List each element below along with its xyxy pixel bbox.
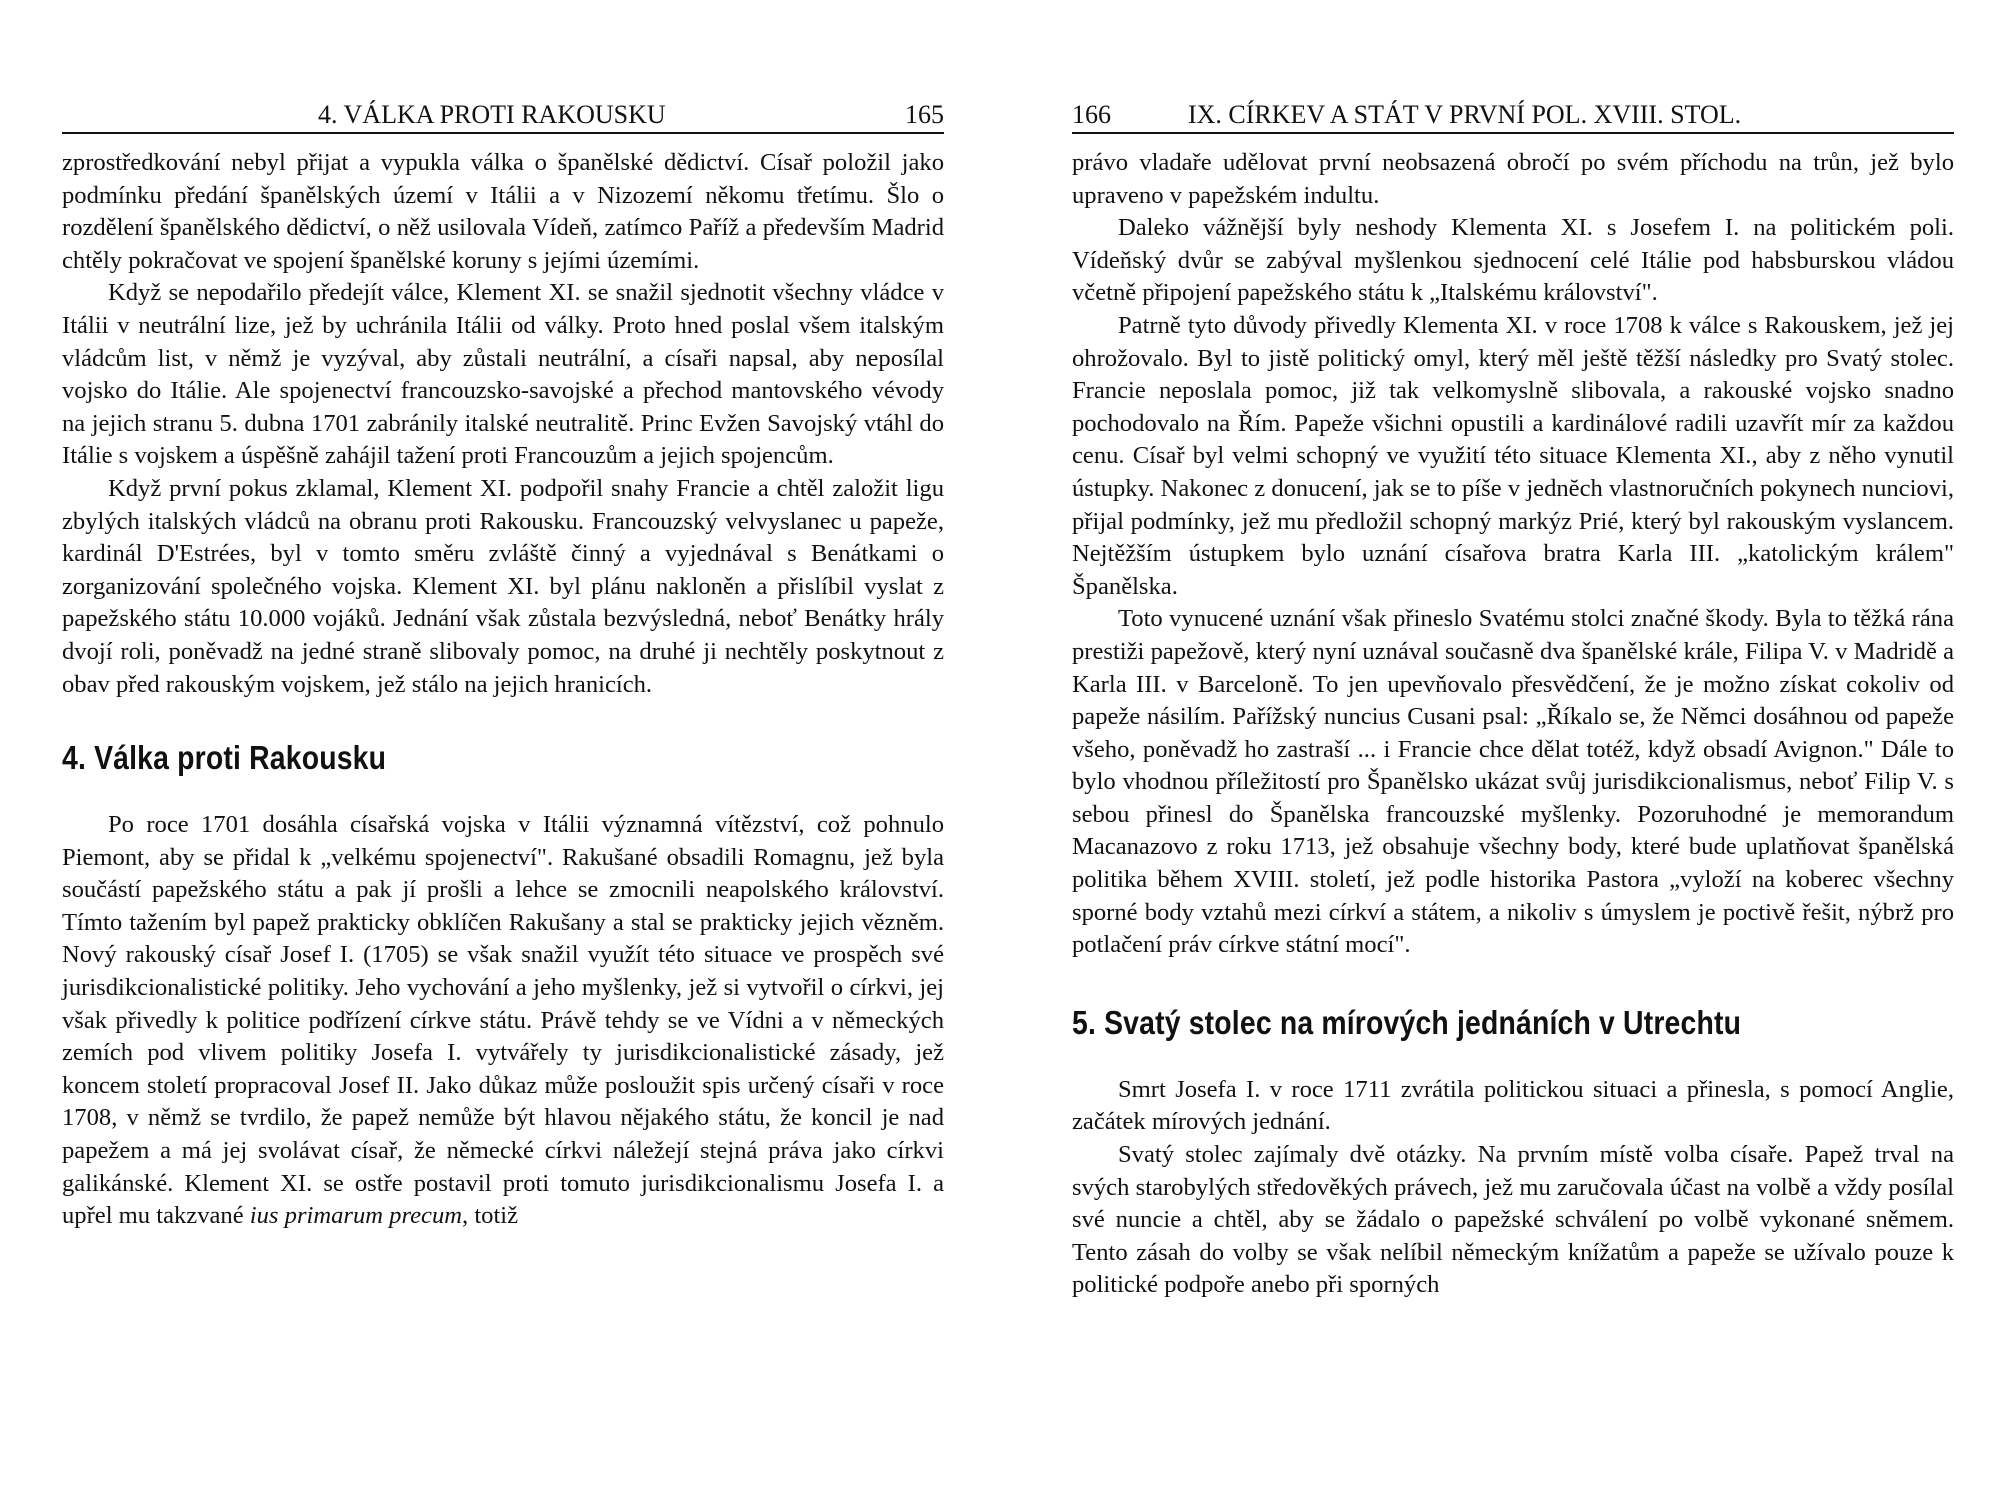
right-paragraph-2: Daleko vážnější byly neshody Klementa XI. s Josefem I. na politickém poli. Vídeňský dvůr se zabýval myšlenkou sjednocení celé Itálie pod habsburskou vládou včetně připojení papežského státu k „Italskému království". — [1072, 214, 1954, 307]
left-body-text — [62, 147, 944, 1233]
right-body-text — [1072, 147, 1954, 1302]
left-paragraph-4-text: Po roce 1701 dosáhla císařská vojska v Itálii významná vítězství, což pohnulo Piemont, aby se přidal k „velkému spojenectví". Rakušané obsadili Romagnu, jež byla součástí papežského státu a pak jí prošli a lehce se zmocnili neapolského království. Tímto tažením byl papež prakticky obklíčen Rakušany a stal se prakticky jejich vězněm. Nový rakouský císař Josef I. (1705) se však snažil využít této situace ve prospěch své jurisdikcionalistické politiky. Jeho vychování a jeho myšlenky, jež si vytvořil o církvi, jej však přivedly k politice podřízení církve státu. Právě tehdy se ve Vídni a v německých zemích pod vlivem politiky Josefa I. vytvářely ty jurisdikcionalistické zásady, jež koncem století propracoval Josef II. Jako důkaz může posloužit spis určený císaři v roce 1708, v němž se tvrdilo, že papež nemůže být hlavou nějakého státu, že koncil je nad papežem a má jej svolávat císař, že německé církvi náležejí stejná práva jako církvi galikánské. Klement XI. se ostře postavil proti tomuto jurisdikcionalismu Josefa I. a upřel mu takzvané — [62, 811, 944, 1230]
right-paragraph-4: Toto vynucené uznání však přineslo Svatému stolci značné škody. Byla to těžká rána prestiži papežově, který nyní uznával současně dva španělské krále, Filipa V. v Madridě a Karla III. v Barceloně. To jen upevňovalo přesvědčení, že je možno získat cokoliv od papeže násilím. Pařížský nuncius Cusani psal: „Říkalo se, že Němci dosáhnou od papeže všeho, poněvadž ho zastraší ... i Francie chce dělat totéž, když obsadí Avignon." Dále to bylo vhodnou příležitostí pro Španělsko ukázat svůj jurisdikcionalismus, neboť Filip V. s sebou přinesl do Španělska francouzské myšlenky. Pozoruhodné je memorandum Macanazovo z roku 1713, jež obsahuje všechny body, které bude uplatňovat španělská politika během XVIII. století, jež podle historika Pastora „vyloží na koberec všechny sporné body vztahů mezi církví a státem, a nikoliv s úmyslem je poctivě řešit, nýbrž pro potlačení práv církve státní mocí". — [1072, 605, 1954, 959]
left-paragraph-4 — [62, 809, 944, 1233]
right-running-head — [1072, 100, 1954, 134]
section-heading-4: 4. Válka proti Rakousku — [62, 739, 387, 777]
left-running-head — [62, 100, 944, 134]
left-running-head-title: 4. VÁLKA PROTI RAKOUSKU — [318, 100, 666, 129]
left-paragraph-2: Když se nepodařilo předejít válce, Klement XI. se snažil sjednotit všechny vládce v Itálii v neutrální lize, jež by uchránila Itálii od války. Proto hned poslal všem italským vládcům list, v němž je vyzýval, aby zůstali neutrální, a císaři napsal, aby neposílal vojsko do Itálie. Ale spojenectví francouzsko-savojské a přechod mantovského vévody na jejich stranu 5. dubna 1701 zabránily italské neutralitě. Princ Evžen Savojský vtáhl do Itálie s vojskem a úspěšně zahájil tažení proti Francouzům a jejich spojencům. — [62, 279, 944, 470]
right-paragraph-3: Patrně tyto důvody přivedly Klementa XI. v roce 1708 k válce s Rakouskem, jež jej ohrožovalo. Byl to jistě politický omyl, který měl ještě těžší následky pro Svatý stolec. Francie neposlala pomoc, již tak velkomyslně slibovala, a rakouské vojsko snadno pochodovalo na Řím. Papeže všichni opustili a kardinálové radili uzavřít mír za každou cenu. Císař byl velmi schopný ve využití této situace Klementa XI., aby z něho vynutil ústupky. Nakonec z donucení, jak se to píše v jednĕch vlastnoručních pokynech nunciovi, přijal podmínky, jež mu předložil schopný markýz Prié, který byl rakouským vyslancem. Nejtěžším ústupkem bylo uznání císařova bratra Karla III. „katolickým králem" Španělska. — [1072, 311, 1954, 600]
right-paragraph-6: Svatý stolec zajímaly dvě otázky. Na prvním místě volba císaře. Papež trval na svých starobylých středověkých právech, jež mu zaručovala účast na volbě a vždy posílal své nuncie a chtěl, aby se žádalo o papežské schválení po volbě vykonané sněmem. Tento zásah do volby se však nelíbil německým knížatům a papeže se užívalo pouze k politické podpoře anebo při sporných — [1072, 1141, 1954, 1299]
section-heading-5: 5. Svatý stolec na mírových jednáních v Utrechtu — [1072, 1003, 1742, 1041]
left-paragraph-4-italic: ius primarum precum — [249, 1202, 463, 1230]
right-paragraph-5: Smrt Josefa I. v roce 1711 zvrátila politickou situaci a přinesla, s pomocí Anglie, začátek mírových jednání. — [1072, 1075, 1954, 1136]
right-page — [1072, 100, 1954, 1302]
left-paragraph-3: Když první pokus zklamal, Klement XI. podpořil snahy Francie a chtěl založit ligu zbylých italských vládců na obranu proti Rakousku. Francouzský velvyslanec u papeže, kardinál D'Estrées, byl v tomto směru zvláště činný a vyjednával s Benátkami o zorganizování společného vojska. Klement XI. byl plánu nakloněn a přislíbil vyslat z papežského státu 10.000 vojáků. Jednání však zůstala bezvýsledná, neboť Benátky hrály dvojí roli, poněvadž na jedné straně slibovaly pomoc, na druhé ji nechtěly poskytnout z obav před rakouským vojskem, jež stálo na jejich hranicích. — [62, 474, 944, 698]
left-page-number: 165 — [905, 100, 944, 129]
left-paragraph-1: zprostředkování nebyl přijat a vypukla válka o španělské dědictví. Císař položil jako podmínku předání španělských území v Itálii a v Nizozemí někomu třetímu. Šlo o rozdělení španělského dědictví, o něž usilovala Vídeň, zatímco Paříž a především Madrid chtěly pokračovat ve spojení španělské koruny s jejími územími. — [62, 149, 944, 274]
right-running-head-title: IX. CÍRKEV A STÁT V PRVNÍ POL. XVIII. STOL. — [1188, 100, 1742, 129]
right-paragraph-1: právo vladaře udělovat první neobsazená obročí po svém příchodu na trůn, jež bylo upraveno v papežském indultu. — [1072, 149, 1954, 209]
left-page — [62, 100, 944, 1233]
left-paragraph-4-tail: , totiž — [462, 1202, 519, 1230]
right-page-number: 166 — [1072, 100, 1111, 129]
